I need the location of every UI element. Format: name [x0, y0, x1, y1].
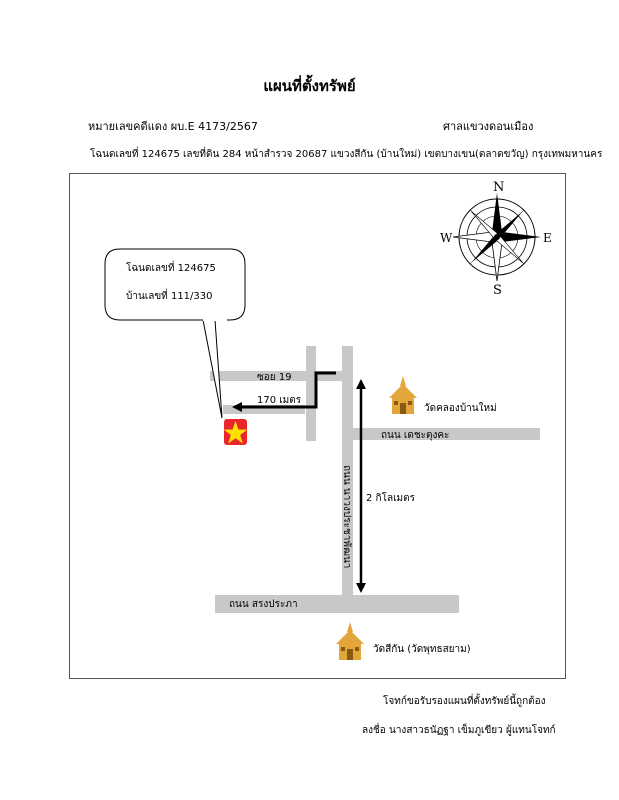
- label-road-east: ถนน เดชะตุงคะ: [381, 430, 450, 441]
- distance-arrow-bottom: [356, 583, 366, 593]
- label-temple-2: วัดสีกัน (วัดพุทธสยาม): [373, 644, 471, 655]
- signature-line: ลงชื่อ นางสาวธนัฏฐา เข็มภูเขียว ผู้แทนโจทก์: [362, 725, 556, 736]
- roads: [210, 346, 540, 613]
- distance-arrow-top: [356, 379, 366, 389]
- compass-w: W: [440, 231, 453, 245]
- label-170m: 170 เมตร: [257, 395, 302, 406]
- map-canvas: [70, 174, 567, 680]
- label-temple-1: วัดคลองบ้านใหม่: [424, 403, 497, 414]
- temple-icon: [336, 622, 364, 660]
- callout-deed: โฉนดเลขที่ 124675: [126, 263, 216, 274]
- certify-text: โจทก์ขอรับรองแผนที่ตั้งทรัพย์นี้ถูกต้อง: [383, 696, 546, 707]
- temple-icon: [389, 376, 417, 414]
- case-number: หมายเลขคดีแดง ผบ.E 4173/2567: [88, 120, 258, 133]
- deed-line: โฉนดเลขที่ 124675 เลขที่ดิน 284 หน้าสำรวจ 20687 แขวงสีกัน (บ้านใหม่) เขตบางเขน(ตลาดขวัญ) กรุงเทพมหานคร: [90, 149, 603, 160]
- compass-s: S: [493, 283, 502, 298]
- compass-rose-icon: [440, 180, 552, 298]
- property-marker: [224, 419, 248, 445]
- compass-e: E: [543, 231, 552, 245]
- court-name: ศาลแขวงดอนเมือง: [443, 120, 534, 133]
- label-road-south: ถนน สรงประภา: [229, 599, 298, 610]
- callout-bubble: [105, 249, 245, 418]
- page-title: แผนที่ตั้งทรัพย์: [263, 77, 356, 95]
- label-soi-19: ซอย 19: [257, 372, 292, 383]
- compass-n: N: [493, 180, 505, 195]
- label-2km: 2 กิโลเมตร: [366, 493, 415, 504]
- label-road-main: ถนน นาวงประชาพัฒนา: [341, 465, 352, 569]
- callout-house-number: บ้านเลขที่ 111/330: [126, 291, 213, 302]
- location-map: [69, 173, 566, 679]
